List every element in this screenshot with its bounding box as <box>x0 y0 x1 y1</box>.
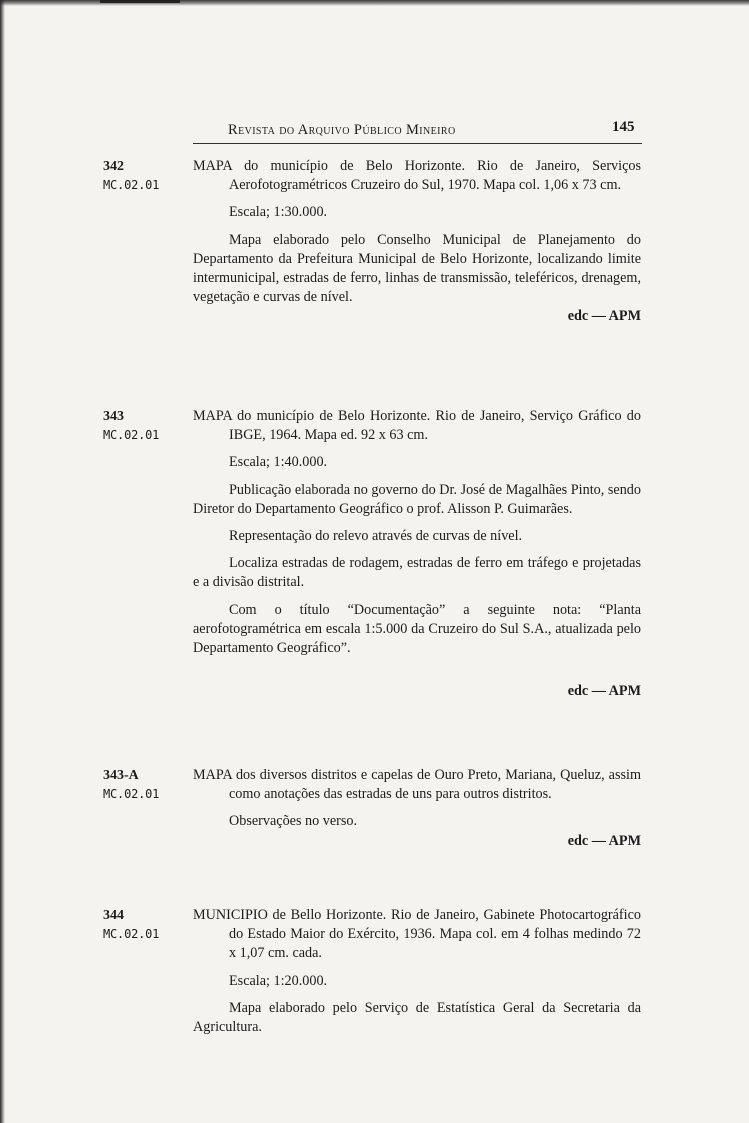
entry-number: 342 <box>103 159 124 174</box>
scan-edge-left <box>0 0 5 1123</box>
entry-code: MC.02.01 <box>103 787 160 801</box>
entry-signature: edc — APM <box>567 683 641 700</box>
entry-title: MAPA do município de Belo Horizonte. Rio de Janeiro, Serviço Gráfico do IBGE, 1964. Mapa ed. 92 x 63 cm. <box>193 408 641 444</box>
entry-number: 343 <box>103 409 124 424</box>
entry-note: Mapa elaborado pelo Conselho Municipal de Planejamento do Departamento da Prefeitura Municipal de Belo Horizonte, localizando limite intermunicipal, estradas de ferro, linhas de transmissão, teleféricos, drenagem, vegetação e curvas de nível. <box>193 231 641 306</box>
entry-title: MUNICIPIO de Bello Horizonte. Rio de Janeiro, Gabinete Photocartográfico do Estado Maior do Exército, 1936. Mapa col. em 4 folhas medindo 72 x 1,07 cm. cada. <box>193 907 641 962</box>
entry-code: MC.02.01 <box>103 178 160 192</box>
entry-note: Observações no verso. <box>229 813 358 830</box>
entry-title: MAPA do município de Belo Horizonte. Rio de Janeiro, Serviços Aerofotogramétricos Cruzeiro do Sul, 1970. Mapa col. 1,06 x 73 cm. <box>193 158 641 194</box>
header-rule <box>193 143 642 144</box>
entry-signature: edc — APM <box>567 308 641 325</box>
entry-code: MC.02.01 <box>103 927 160 941</box>
entry-title: MAPA dos diversos distritos e capelas de Ouro Preto, Mariana, Queluz, assim como anotações das estradas de uns para outros distritos. <box>193 767 641 803</box>
running-title: Revista do Arquivo Público Mineiro <box>228 122 456 138</box>
entry-signature: edc — APM <box>567 832 641 849</box>
entry-note: Localiza estradas de rodagem, estradas de ferro em tráfego e projetadas e a divisão distrital. <box>193 555 641 591</box>
entry-scale: Escala; 1:20.000. <box>229 972 328 989</box>
entry-note: Publicação elaborada no governo do Dr. José de Magalhães Pinto, sendo Diretor do Departamento Geográfico o prof. Alisson P. Guimarães. <box>193 481 641 517</box>
entry-note: Representação do relevo através de curvas de nível. <box>229 528 523 545</box>
page-number: 145 <box>612 119 635 135</box>
entry-code: MC.02.01 <box>103 428 160 442</box>
entry-scale: Escala; 1:40.000. <box>229 454 328 471</box>
entry-number: 343-A <box>103 768 139 783</box>
entry-note: Mapa elaborado pelo Serviço de Estatística Geral da Secretaria da Agricultura. <box>193 999 641 1036</box>
scan-mark <box>100 0 180 3</box>
entry-note: Com o título “Documentação” a seguinte nota: “Planta aerofotogramétrica em escala 1:5.000 da Cruzeiro do Sul S.A., atualizada pelo Departamento Geográfico”. <box>193 601 641 657</box>
entry-scale: Escala; 1:30.000. <box>229 204 328 221</box>
entry-number: 344 <box>103 908 124 923</box>
